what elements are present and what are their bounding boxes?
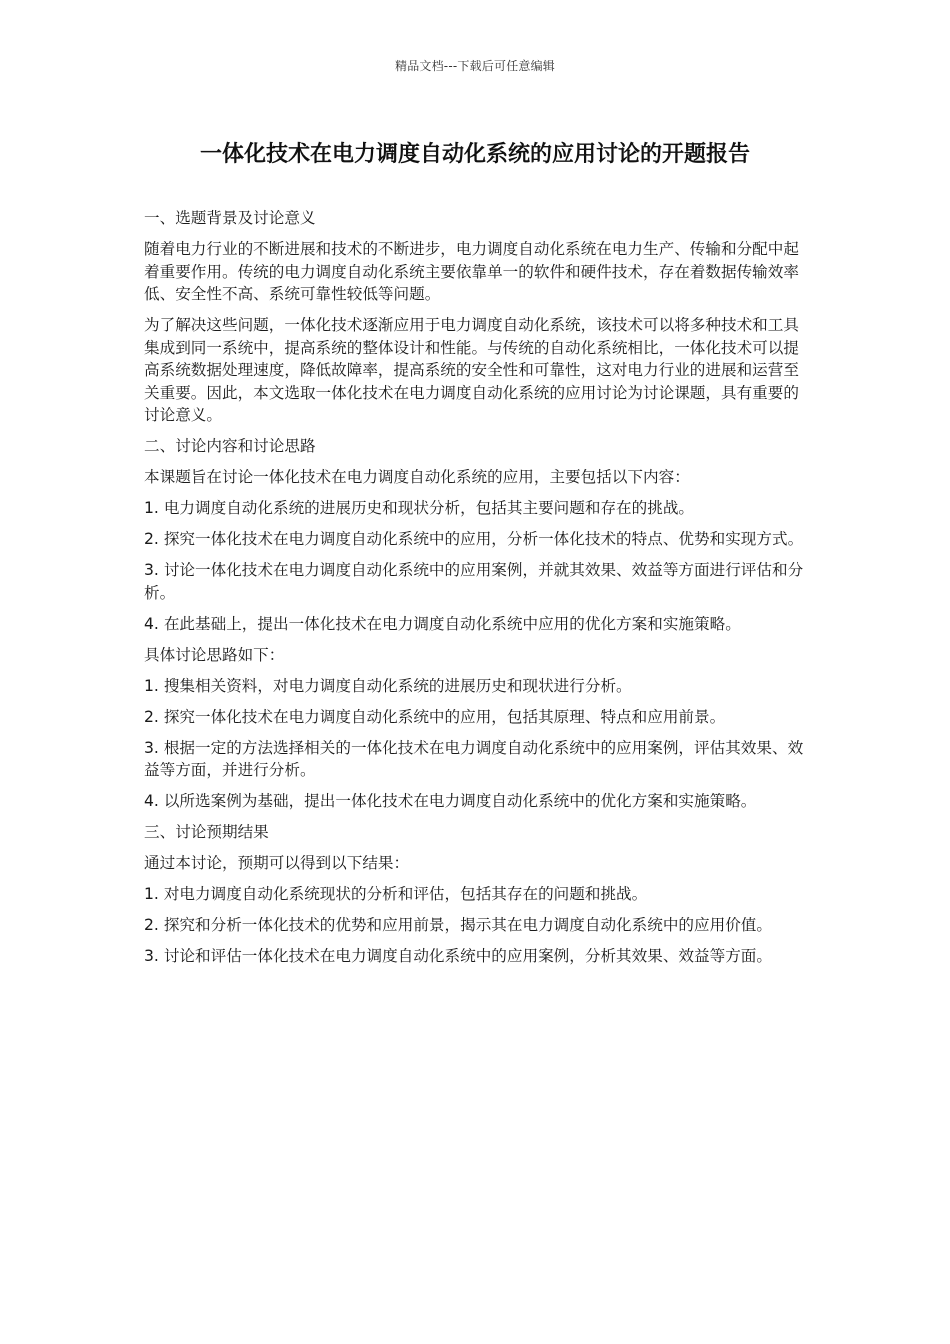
list-item-content-1: 1. 电力调度自动化系统的进展历史和现状分析，包括其主要问题和存在的挑战。 [144,499,695,517]
document-body [144,207,808,976]
list-item-results-2: 2. 探究和分析一体化技术的优势和应用前景，揭示其在电力调度自动化系统中的应用价值。 [144,916,772,934]
paragraph-results-intro: 通过本讨论，预期可以得到以下结果： [144,854,410,872]
list-item-approach-3: 3. 根据一定的方法选择相关的一体化技术在电力调度自动化系统中的应用案例，评估其效果、效益等方面，并进行分析。 [144,738,804,779]
header-note: 精品文档---下载后可任意编辑 [395,59,555,73]
list-item-results-1: 1. 对电力调度自动化系统现状的分析和评估，包括其存在的问题和挑战。 [144,885,648,903]
paragraph-background-1: 随着电力行业的不断进展和技术的不断进步，电力调度自动化系统在电力生产、传输和分配中起着重要作用。传统的电力调度自动化系统主要依靠单一的软件和硬件技术，存在着数据传输效率低、安全性不高、系统可靠性较低等问题。 [144,240,799,303]
section-heading-background: 一、选题背景及讨论意义 [144,209,316,227]
list-item-content-3: 3. 讨论一体化技术在电力调度自动化系统中的应用案例，并就其效果、效益等方面进行评估和分析。 [144,561,804,602]
section-heading-content: 二、讨论内容和讨论思路 [144,437,316,455]
paragraph-background-2: 为了解决这些问题，一体化技术逐渐应用于电力调度自动化系统，该技术可以将多种技术和工具集成到同一系统中，提高系统的整体设计和性能。与传统的自动化系统相比，一体化技术可以提高系统数据处理速度，降低故障率，提高系统的安全性和可靠性，这对电力行业的进展和运营至关重要。因此，本文选取一体化技术在电力调度自动化系统的应用讨论为讨论课题，具有重要的讨论意义。 [144,316,799,424]
list-item-content-2: 2. 探究一体化技术在电力调度自动化系统中的应用，分析一体化技术的特点、优势和实现方式。 [144,530,804,548]
list-item-results-3: 3. 讨论和评估一体化技术在电力调度自动化系统中的应用案例，分析其效果、效益等方面。 [144,947,772,965]
document-title: 一体化技术在电力调度自动化系统的应用讨论的开题报告 [199,142,750,167]
list-item-approach-1: 1. 搜集相关资料，对电力调度自动化系统的进展历史和现状进行分析。 [144,676,632,695]
paragraph-approach-intro: 具体讨论思路如下： [144,645,285,664]
list-item-content-4: 4. 在此基础上，提出一体化技术在电力调度自动化系统中应用的优化方案和实施策略。 [144,614,741,633]
section-heading-results: 三、讨论预期结果 [144,823,269,841]
list-item-approach-4: 4. 以所选案例为基础，提出一体化技术在电力调度自动化系统中的优化方案和实施策略。 [144,792,757,810]
paragraph-content-intro: 本课题旨在讨论一体化技术在电力调度自动化系统的应用，主要包括以下内容： [144,468,690,486]
list-item-approach-2: 2. 探究一体化技术在电力调度自动化系统中的应用，包括其原理、特点和应用前景。 [144,707,726,726]
